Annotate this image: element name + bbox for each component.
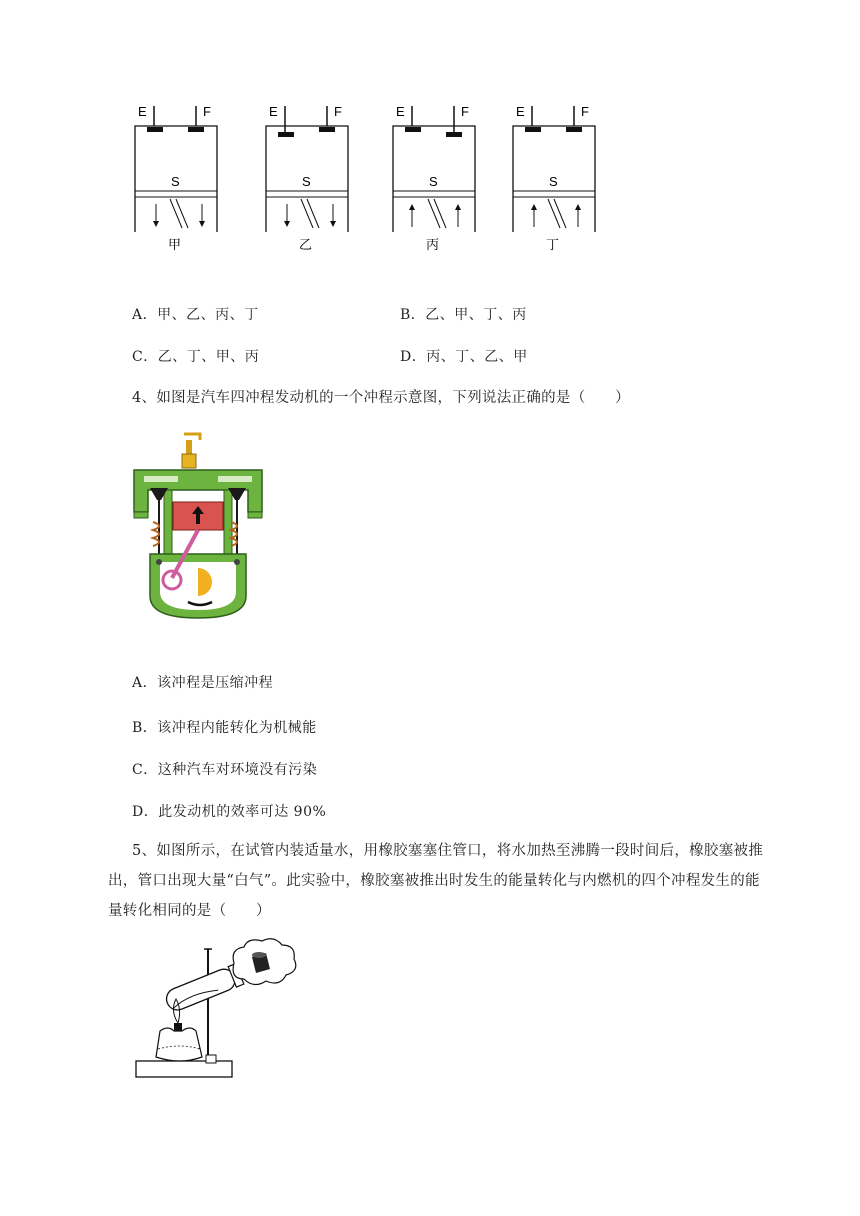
q5-stem-line-2: 出，管口出现大量“白气”。此实验中，橡胶塞被推出时发生的能量转化与内燃机的四个冲程发生的能 [108, 873, 760, 889]
q3-cylinder-diagrams [120, 96, 620, 258]
cylinder-ding [513, 104, 595, 252]
piston-label: S [429, 174, 438, 189]
intake-valve [405, 127, 421, 132]
q4-option-c: C．这种汽车对环境没有污染 [132, 762, 318, 778]
exhaust-valve [446, 132, 462, 137]
cylinder-label: 丁 [546, 237, 560, 252]
cylinder-label: 丙 [426, 237, 440, 252]
cylinder-bing [393, 104, 475, 252]
spark-plug-icon [182, 434, 200, 468]
cylinder-jia [135, 104, 217, 252]
q4-option-a: A．该冲程是压缩冲程 [132, 675, 274, 691]
piston-label: S [171, 174, 180, 189]
valve-f-label: F [581, 104, 589, 119]
intake-valve [525, 127, 541, 132]
valve-e-label: E [138, 104, 147, 119]
q4-option-b: B．该冲程内能转化为机械能 [132, 720, 317, 736]
exhaust-valve [566, 127, 582, 132]
test-tube [163, 964, 244, 1014]
q3-option-b: B．乙、甲、丁、丙 [400, 307, 527, 323]
exhaust-valve [188, 127, 204, 132]
cylinder-label: 甲 [168, 237, 182, 252]
q3-option-c: C．乙、丁、甲、丙 [132, 349, 260, 365]
valve-f-label: F [334, 104, 342, 119]
alcohol-lamp-icon [156, 999, 202, 1061]
valve-e-label: E [396, 104, 405, 119]
piston-label: S [302, 174, 311, 189]
q4-option-d: D．此发动机的效率可达 90% [132, 804, 327, 820]
stand-base [136, 1061, 232, 1077]
q5-stem-line-1: 5、如图所示，在试管内装适量水，用橡胶塞塞住管口，将水加热至沸腾一段时间后，橡胶塞被推 [132, 843, 764, 859]
cylinder-yi [266, 104, 348, 252]
valve-f-label: F [203, 104, 211, 119]
test-tube-experiment-diagram [130, 935, 305, 1085]
valve-e-label: E [516, 104, 525, 119]
piston-label: S [549, 174, 558, 189]
q4-stem: 4、如图是汽车四冲程发动机的一个冲程示意图，下列说法正确的是（ ） [132, 390, 630, 406]
valve-e-label: E [269, 104, 278, 119]
q5-stem-line-3: 量转化相同的是（ ） [108, 903, 271, 919]
engine-stroke-diagram [128, 430, 268, 620]
valve-f-label: F [461, 104, 469, 119]
intake-valve [278, 132, 294, 137]
q3-option-a: A．甲、乙、丙、丁 [132, 307, 259, 323]
q3-option-d: D．丙、丁、乙、甲 [400, 349, 528, 365]
intake-valve [147, 127, 163, 132]
exhaust-valve [319, 127, 335, 132]
cylinder-label: 乙 [299, 237, 313, 252]
